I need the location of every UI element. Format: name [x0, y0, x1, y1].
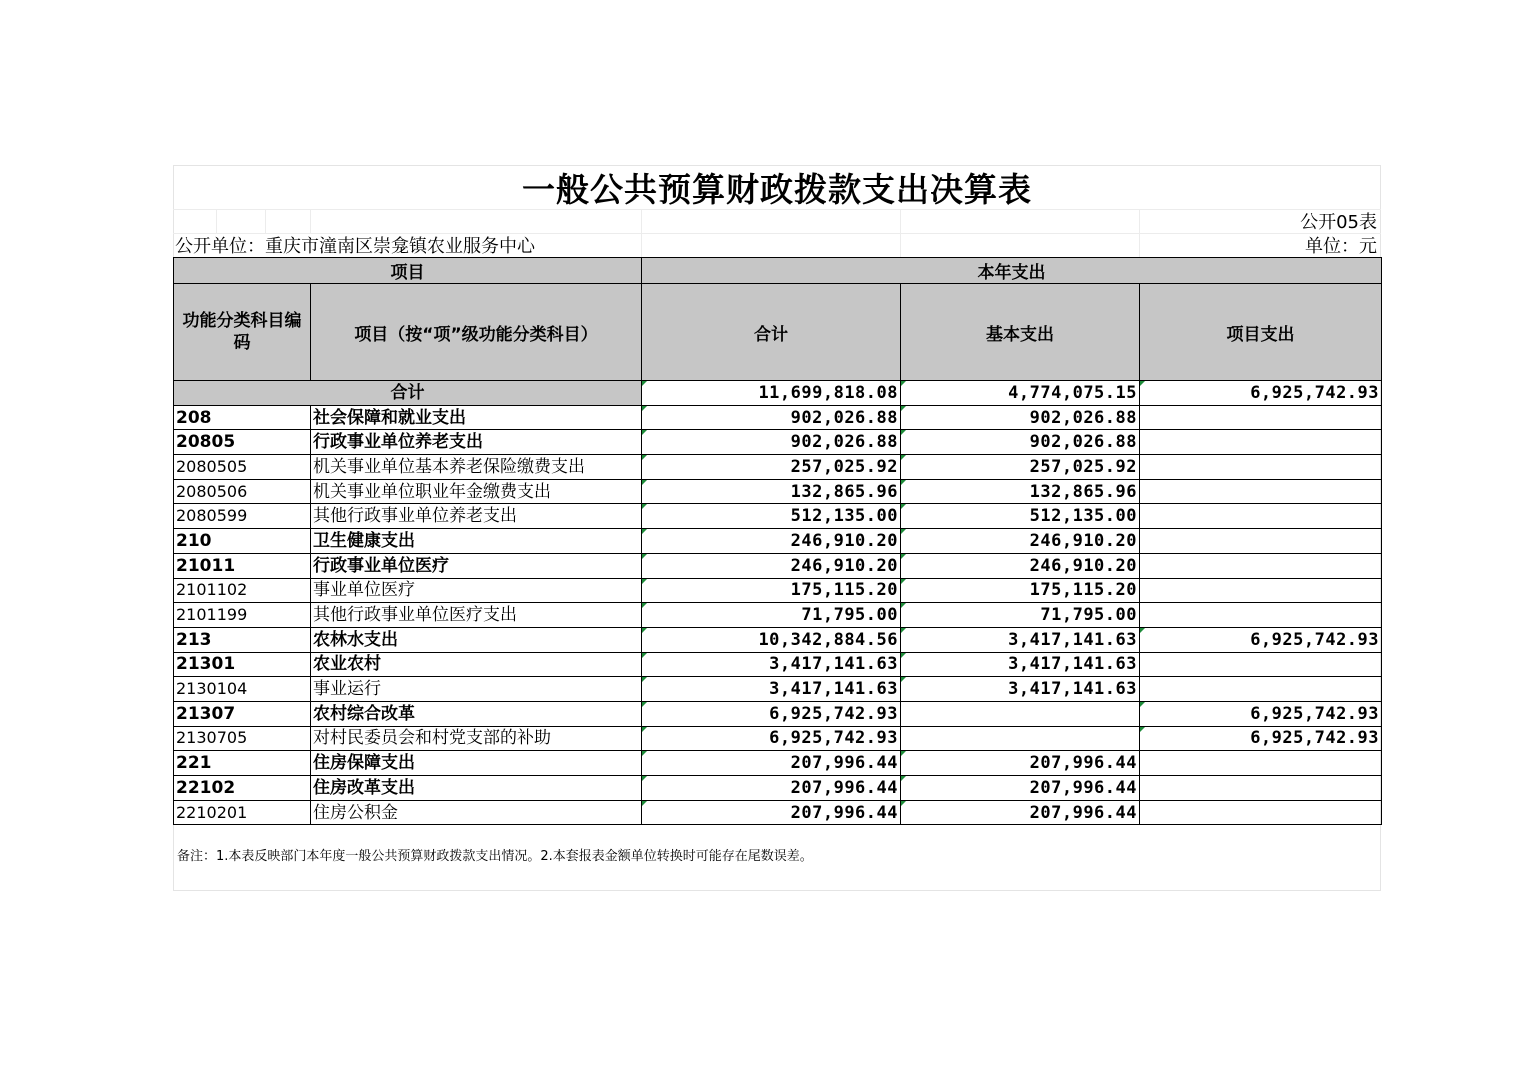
row-code: 20805 — [174, 430, 311, 455]
header-basic: 基本支出 — [901, 284, 1140, 381]
row-project — [1140, 504, 1382, 529]
header-total: 合计 — [642, 284, 901, 381]
row-basic: 902,026.88 — [901, 430, 1140, 455]
row-basic: 71,795.00 — [901, 603, 1140, 628]
row-code: 213 — [174, 627, 311, 652]
table-row — [174, 578, 1382, 603]
row-project — [1140, 405, 1382, 430]
row-total: 3,417,141.63 — [642, 677, 901, 702]
table-row — [174, 800, 1382, 825]
header-project-group: 项目 — [174, 258, 642, 284]
row-name: 其他行政事业单位养老支出 — [311, 504, 642, 529]
table-row — [174, 553, 1382, 578]
row-total: 6,925,742.93 — [642, 726, 901, 751]
row-project — [1140, 776, 1382, 801]
expenditure-table — [173, 257, 1382, 825]
row-project: 6,925,742.93 — [1140, 627, 1382, 652]
row-code: 221 — [174, 751, 311, 776]
row-name: 其他行政事业单位医疗支出 — [311, 603, 642, 628]
row-total: 257,025.92 — [642, 455, 901, 480]
row-name: 机关事业单位基本养老保险缴费支出 — [311, 455, 642, 480]
table-row — [174, 455, 1382, 480]
header-name: 项目（按“项”级功能分类科目） — [311, 284, 642, 381]
row-basic — [901, 726, 1140, 751]
gridline — [641, 210, 642, 257]
header-code: 功能分类科目编码 — [174, 284, 311, 381]
row-basic: 3,417,141.63 — [901, 652, 1140, 677]
row-project — [1140, 455, 1382, 480]
row-total: 246,910.20 — [642, 553, 901, 578]
total-row — [174, 381, 1382, 406]
row-project: 6,925,742.93 — [1140, 726, 1382, 751]
gridline — [216, 210, 217, 233]
row-code: 2080505 — [174, 455, 311, 480]
row-project — [1140, 677, 1382, 702]
table-row — [174, 776, 1382, 801]
row-basic: 175,115.20 — [901, 578, 1140, 603]
row-total: 3,417,141.63 — [642, 652, 901, 677]
row-basic: 132,865.96 — [901, 479, 1140, 504]
row-name: 农业农村 — [311, 652, 642, 677]
row-name: 住房改革支出 — [311, 776, 642, 801]
row-project — [1140, 578, 1382, 603]
row-code: 210 — [174, 529, 311, 554]
table-row — [174, 652, 1382, 677]
row-basic: 246,910.20 — [901, 553, 1140, 578]
table-row — [174, 627, 1382, 652]
total-amount: 11,699,818.08 — [642, 381, 901, 406]
table-row — [174, 405, 1382, 430]
row-total: 207,996.44 — [642, 800, 901, 825]
row-total: 207,996.44 — [642, 751, 901, 776]
row-basic: 512,135.00 — [901, 504, 1140, 529]
row-code: 2101102 — [174, 578, 311, 603]
row-code: 22102 — [174, 776, 311, 801]
total-project: 6,925,742.93 — [1140, 381, 1382, 406]
row-project — [1140, 652, 1382, 677]
row-total: 512,135.00 — [642, 504, 901, 529]
row-project — [1140, 430, 1382, 455]
row-basic: 207,996.44 — [901, 800, 1140, 825]
table-row — [174, 603, 1382, 628]
row-code: 2101199 — [174, 603, 311, 628]
row-project — [1140, 553, 1382, 578]
row-code: 2130104 — [174, 677, 311, 702]
row-name: 住房保障支出 — [311, 751, 642, 776]
row-basic — [901, 701, 1140, 726]
total-basic: 4,774,075.15 — [901, 381, 1140, 406]
footnote: 备注：1.本表反映部门本年度一般公共预算财政拨款支出情况。2.本套报表金额单位转换时可能存在尾数误差。 — [177, 849, 813, 864]
gridline — [310, 210, 311, 233]
row-name: 住房公积金 — [311, 800, 642, 825]
header-year-expenditure: 本年支出 — [642, 258, 1382, 284]
row-code: 2130705 — [174, 726, 311, 751]
row-code: 208 — [174, 405, 311, 430]
row-total: 6,925,742.93 — [642, 701, 901, 726]
currency-unit: 单位：元 — [1305, 236, 1377, 257]
row-name: 行政事业单位养老支出 — [311, 430, 642, 455]
row-name: 农林水支出 — [311, 627, 642, 652]
row-project: 6,925,742.93 — [1140, 701, 1382, 726]
row-code: 21307 — [174, 701, 311, 726]
table-row — [174, 430, 1382, 455]
row-project — [1140, 479, 1382, 504]
table-row — [174, 701, 1382, 726]
table-row — [174, 529, 1382, 554]
publishing-unit: 公开单位：重庆市潼南区崇龛镇农业服务中心 — [175, 236, 535, 257]
table-number: 公开05表 — [1300, 212, 1377, 233]
row-basic: 3,417,141.63 — [901, 627, 1140, 652]
gridline — [900, 210, 901, 257]
row-basic: 207,996.44 — [901, 751, 1140, 776]
row-total: 132,865.96 — [642, 479, 901, 504]
row-basic: 902,026.88 — [901, 405, 1140, 430]
header-project: 项目支出 — [1140, 284, 1382, 381]
row-basic: 246,910.20 — [901, 529, 1140, 554]
row-name: 事业运行 — [311, 677, 642, 702]
row-total: 902,026.88 — [642, 430, 901, 455]
row-code: 2080599 — [174, 504, 311, 529]
table-row — [174, 677, 1382, 702]
row-total: 71,795.00 — [642, 603, 901, 628]
gridline — [1139, 210, 1140, 257]
row-total: 902,026.88 — [642, 405, 901, 430]
row-basic: 257,025.92 — [901, 455, 1140, 480]
row-total: 10,342,884.56 — [642, 627, 901, 652]
row-total: 207,996.44 — [642, 776, 901, 801]
row-code: 21301 — [174, 652, 311, 677]
row-name: 机关事业单位职业年金缴费支出 — [311, 479, 642, 504]
row-basic: 207,996.44 — [901, 776, 1140, 801]
row-total: 246,910.20 — [642, 529, 901, 554]
row-code: 21011 — [174, 553, 311, 578]
page-title: 一般公共预算财政拨款支出决算表 — [522, 170, 1032, 209]
table-row — [174, 504, 1382, 529]
table-row — [174, 751, 1382, 776]
row-name: 社会保障和就业支出 — [311, 405, 642, 430]
table-row — [174, 479, 1382, 504]
row-code: 2080506 — [174, 479, 311, 504]
row-code: 2210201 — [174, 800, 311, 825]
row-basic: 3,417,141.63 — [901, 677, 1140, 702]
total-label: 合计 — [174, 381, 642, 406]
gridline — [173, 233, 1381, 234]
row-project — [1140, 529, 1382, 554]
row-name: 行政事业单位医疗 — [311, 553, 642, 578]
row-project — [1140, 751, 1382, 776]
row-name: 卫生健康支出 — [311, 529, 642, 554]
row-project — [1140, 800, 1382, 825]
row-project — [1140, 603, 1382, 628]
table-row — [174, 726, 1382, 751]
row-name: 事业单位医疗 — [311, 578, 642, 603]
row-name: 对村民委员会和村党支部的补助 — [311, 726, 642, 751]
row-total: 175,115.20 — [642, 578, 901, 603]
gridline — [265, 210, 266, 233]
row-name: 农村综合改革 — [311, 701, 642, 726]
